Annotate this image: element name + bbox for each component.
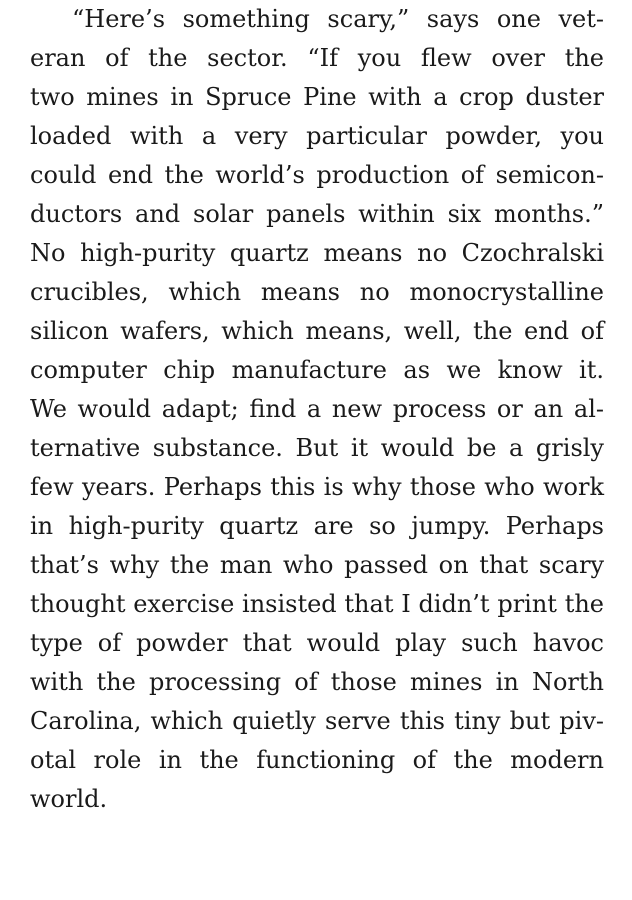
text-line: computer chip manufacture as we know it. xyxy=(30,356,604,384)
text-line: eran of the sector. “If you flew over the xyxy=(30,44,604,72)
text-line: “Here’s something scary,” says one vet- xyxy=(72,5,604,33)
text-line: ductors and solar panels within six months.” xyxy=(30,200,604,228)
text-line: silicon wafers, which means, well, the end of xyxy=(30,317,604,345)
text-line: loaded with a very particular powder, you xyxy=(30,122,604,150)
text-line: otal role in the functioning of the modern xyxy=(30,746,604,774)
text-line: thought exercise insisted that I didn’t print the xyxy=(30,590,604,618)
text-line: No high-purity quartz means no Czochralski xyxy=(30,239,604,267)
text-line: two mines in Spruce Pine with a crop duster xyxy=(30,83,604,111)
text-line: We would adapt; find a new process or an al- xyxy=(30,395,604,423)
text-line: crucibles, which means no monocrystalline xyxy=(30,278,604,306)
text-line: few years. Perhaps this is why those who work xyxy=(30,473,604,501)
text-line: ternative substance. But it would be a grisly xyxy=(30,434,604,462)
text-line: type of powder that would play such havoc xyxy=(30,629,604,657)
text-line: with the processing of those mines in North xyxy=(30,668,604,696)
text-line: that’s why the man who passed on that scary xyxy=(30,551,604,579)
text-line: in high-purity quartz are so jumpy. Perhaps xyxy=(30,512,604,540)
text-line: world. xyxy=(30,785,108,813)
text-line: could end the world’s production of semicon- xyxy=(30,161,604,189)
text-line: Carolina, which quietly serve this tiny but piv- xyxy=(30,707,604,735)
text-page xyxy=(30,0,604,900)
